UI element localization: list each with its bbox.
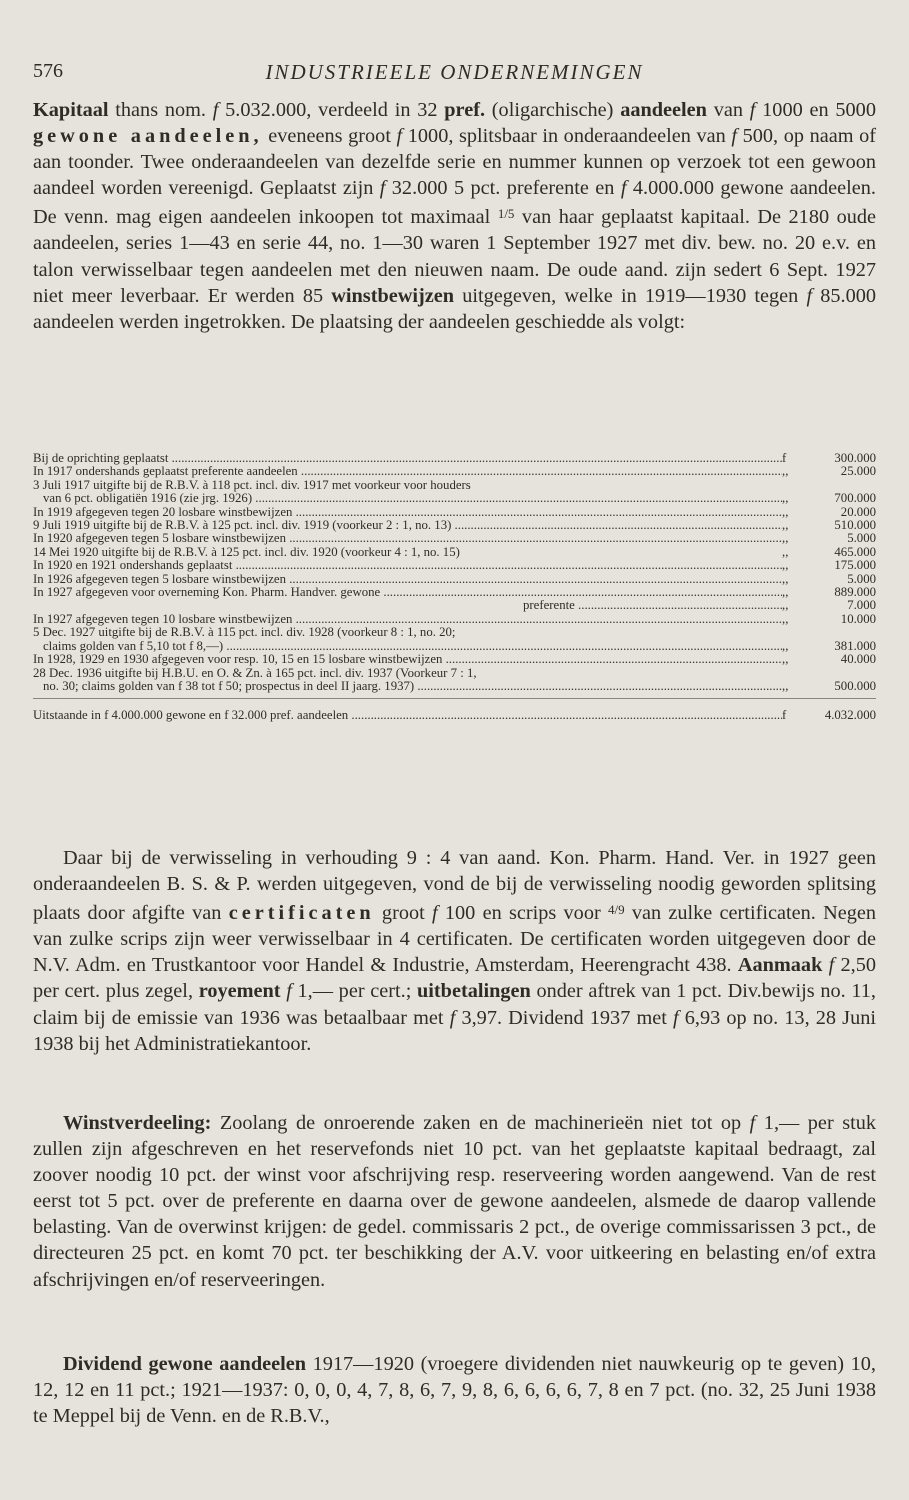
page-number: 576	[33, 60, 63, 82]
row-description: preferente .....	[33, 599, 782, 612]
table-row	[33, 586, 876, 599]
text-run: Winstverdeeling:	[63, 1112, 212, 1134]
row-amount: 500.000	[834, 678, 876, 693]
row-currency: ,,	[782, 531, 789, 546]
row-description: In 1926 afgegeven tegen 5 losbare winstbewijzen .....	[33, 573, 782, 586]
text-run: van haar geplaatst kapitaal. De 2180 oude aandeelen, series 1—43 en serie 44, no. 1—30 waren 1 September 1927 met div. bew. no. 20 e.v. en talon verwisselbaar tegen aandeelen met den nieuwen naam. De oude aand. zijn sedert 6 Sept. 1927 niet meer leverbaar. Er werden 85	[33, 206, 877, 307]
issue-table	[33, 452, 876, 723]
page-header	[33, 60, 876, 90]
text-run: 3,97. Dividend 1937 met	[455, 1006, 674, 1029]
text-run: f	[212, 99, 219, 121]
table-row	[33, 506, 876, 519]
text-run: uitbetalingen	[417, 980, 531, 1003]
text-run: van zulke certificaten. Negen van zulke scrips zijn weer verwisselbaar in 4 certificaten. De certificaten worden uitgegeven door de N.V. Adm. en Trustkantoor voor Handel & Industrie, Amsterdam, Heerengracht 438.	[33, 902, 877, 977]
text-run: (oligarchische)	[485, 99, 621, 121]
row-amount: 40.000	[840, 652, 876, 667]
text-run: eveneens groot	[262, 125, 397, 148]
table-row	[33, 519, 876, 532]
row-currency: ,,	[782, 491, 789, 506]
row-currency: ,,	[782, 678, 789, 693]
text-run: 2,50 per cert. plus zegel,	[33, 954, 876, 1003]
row-amount: 381.000	[834, 638, 876, 653]
table-row	[33, 640, 876, 653]
text-run: 4/9	[607, 902, 625, 918]
text-run: 1000, splitsbaar in onderaandeelen van	[402, 125, 732, 148]
text-run: royement	[198, 980, 281, 1003]
text-run: f	[396, 125, 403, 148]
row-amount: 5.000	[847, 531, 876, 546]
table-row	[33, 667, 876, 680]
text-run: Zoolang de onroerende zaken en de machinerieën niet tot op	[211, 1112, 750, 1134]
winstverdeeling-paragraph	[33, 1110, 876, 1293]
dividend-paragraph	[33, 1351, 876, 1429]
row-currency: ,,	[782, 638, 789, 653]
text-run: pref.	[444, 99, 486, 121]
text-run: 32.000 5 pct. preferente en	[385, 177, 621, 200]
text-run: f	[449, 1006, 456, 1029]
table-row	[33, 599, 876, 612]
table-row	[33, 573, 876, 586]
table-row	[33, 492, 876, 505]
row-description: In 1927 afgegeven tegen 10 losbare winstbewijzen .....	[33, 613, 782, 626]
text-run: groot	[374, 902, 432, 925]
table-row	[33, 613, 876, 626]
row-amount: 5.000	[847, 571, 876, 586]
text-run: f	[828, 954, 835, 977]
table-row	[33, 532, 876, 545]
issue-rows	[33, 452, 876, 693]
row-currency: ,,	[782, 585, 789, 600]
total-currency: f	[782, 708, 787, 723]
text-run: 4.000.000 gewone aandeelen. De venn. mag eigen aandeelen inkoopen tot maximaal	[33, 177, 876, 229]
text-run: 5.032.000, verdeeld in 32	[218, 99, 445, 121]
row-currency: ,,	[782, 598, 789, 613]
text-run: 1917—1920 (vroegere dividenden niet nauwkeurig op te geven) 10, 12, 12 en 11 pct.; 1921—1937: 0, 0, 0, 4, 7, 8, 6, 7, 9, 8, 6, 6, 6, 6, 7, 8 en 7 pct. (no. 32, 25 Juni 1938 te Meppel bij de Venn. en de R.B.V.,	[33, 1353, 876, 1428]
text-run: onder aftrek van 1 pct. Div.bewijs no. 11, claim bij de emissie van 1936 was betaalbaar met	[33, 980, 876, 1029]
text-run: 1000 en 5000	[755, 99, 876, 121]
text-run: Aanmaak	[737, 954, 823, 977]
text-run: f	[749, 99, 756, 121]
text-run: certificaten	[228, 902, 375, 925]
row-description: In 1919 afgegeven tegen 20 losbare winstbewijzen .....	[33, 506, 782, 519]
row-amount: 10.000	[840, 611, 876, 626]
text-run: aandeelen	[620, 99, 707, 121]
total-amount: 4.032.000	[824, 708, 876, 723]
table-row	[33, 626, 876, 639]
text-run: Daar bij de verwisseling in verhouding 9 : 4 van aand. Kon. Pharm. Hand. Ver. in 1927 geen onderaandeelen B. S. & P. werden uitgegeven, vond de bij de verwisseling noodig geworden splitsing plaats door afgifte van	[33, 847, 876, 925]
row-description: In 1927 afgegeven voor overneming Kon. Pharm. Handver. gewone .....	[33, 586, 782, 599]
row-description: claims golden van f 5,10 tot f 8,—) .....	[33, 640, 782, 653]
row-amount: 20.000	[840, 504, 876, 519]
row-currency: ,,	[782, 558, 789, 573]
row-description: In 1928, 1929 en 1930 afgegeven voor resp. 10, 15 en 15 losbare winstbewijzen .....	[33, 653, 782, 666]
text-run: f	[379, 177, 386, 200]
row-description: In 1920 en 1921 ondershands geplaatst .....	[33, 559, 782, 572]
text-run: Dividend gewone aandeelen	[63, 1353, 307, 1375]
text-run: 6,93 op no. 13, 28 Juni 1938 bij het Administratiekantoor.	[33, 1006, 876, 1055]
text-run: uitgegeven, welke in 1919—1930 tegen	[454, 284, 807, 307]
row-amount: 700.000	[834, 491, 876, 506]
text-run: winstbewijzen	[331, 284, 455, 307]
table-row	[33, 559, 876, 572]
row-description: In 1917 ondershands geplaatst preferente aandeelen .....	[33, 465, 782, 478]
table-row	[33, 452, 876, 465]
row-description: van 6 pct. obligatiën 1916 (zie jrg. 1926) .....	[33, 492, 782, 505]
table-rule	[33, 698, 876, 699]
text-run: f	[620, 177, 627, 200]
row-amount: 25.000	[840, 464, 876, 479]
row-description: 28 Dec. 1936 uitgifte bij H.B.U. en O. & Zn. à 165 pct. incl. div. 1937 (Voorkeur 7 : 1,	[33, 666, 477, 680]
row-description: no. 30; claims golden van f 38 tot f 50; prospectus in deel II jaarg. 1937) .....	[33, 680, 782, 693]
text-run: van	[706, 99, 750, 121]
table-row	[33, 653, 876, 666]
table-row	[33, 680, 876, 693]
running-head: INDUSTRIEELE ONDERNEMINGEN	[265, 60, 644, 84]
text-run: 1,— per stuk zullen zijn afgeschreven en het reservefonds niet 10 pct. van het geplaatste kapitaal bedraagt, zal zoover noodig 10 pct. der winst voor afschrijving resp. reserveering worden aangewend. Van de rest eerst tot 5 pct. over de preferente en daarna over de gewone aandeelen, alsmede de daarop vallende belasting. Van de overwinst krijgen: de gedel. commissaris 2 pct., de overige commissarissen 3 pct., de directeuren 25 pct. en komt 70 pct. ter beschikking der A.V. voor uitkeering en belasting en/of extra afschrijvingen en/of reserveeringen.	[33, 1112, 876, 1291]
text-run: thans nom.	[108, 99, 213, 121]
text-run: f	[432, 902, 438, 925]
text-run: 1,— per cert.;	[291, 980, 418, 1003]
row-currency: ,,	[782, 571, 789, 586]
table-row	[33, 465, 876, 478]
text-run: 100 en scrips voor	[437, 902, 608, 925]
text-run: f	[749, 1112, 756, 1134]
text-run: 500, op naam of aan toonder. Twee onderaandeelen van dezelfde serie en nummer kunnen op verzoek tot een gewoon aandeel worden vereenigd. Geplaatst zijn	[33, 125, 876, 200]
text-run: Kapitaal	[33, 99, 109, 121]
row-description: 5 Dec. 1927 uitgifte bij de R.B.V. à 115 pct. incl. div. 1928 (voorkeur 8 : 1, no. 20;	[33, 626, 456, 640]
text-run: f	[806, 284, 813, 307]
text-run: f	[731, 125, 738, 148]
text-run: 1/5	[497, 206, 515, 222]
row-amount: 889.000	[834, 585, 876, 600]
kapitaal-paragraph	[33, 97, 876, 335]
row-currency: ,,	[782, 464, 789, 479]
row-amount: 175.000	[834, 558, 876, 573]
text-run: f	[673, 1006, 679, 1029]
row-currency: ,,	[782, 504, 789, 519]
row-amount: 300.000	[834, 451, 876, 465]
row-currency: ,,	[782, 544, 789, 559]
row-amount: 7.000	[847, 598, 876, 613]
row-description: 9 Juli 1919 uitgifte bij de R.B.V. à 125 pct. incl. div. 1919 (voorkeur 2 : 1, no. 13) .....	[33, 519, 782, 532]
row-description: 3 Juli 1917 uitgifte bij de R.B.V. à 118 pct. incl. div. 1917 met voorkeur voor houders	[33, 478, 471, 492]
row-amount: 465.000	[834, 544, 876, 559]
row-currency: f	[782, 451, 787, 465]
text-run: 85.000 aandeelen werden ingetrokken. De plaatsing der aandeelen geschiedde als volgt:	[33, 284, 877, 333]
total-description: Uitstaande in f 4.000.000 gewone en f 32.000 pref. aandeelen .....	[33, 709, 782, 722]
row-currency: ,,	[782, 518, 789, 533]
row-currency: ,,	[782, 611, 789, 626]
text-run: gewone aandeelen,	[33, 125, 263, 148]
text-run: f	[286, 980, 292, 1003]
verwisseling-paragraph	[33, 845, 876, 1057]
table-row	[33, 546, 876, 559]
row-description: In 1920 afgegeven tegen 5 losbare winstbewijzen .....	[33, 532, 782, 545]
row-currency: ,,	[782, 652, 789, 667]
table-row	[33, 479, 876, 492]
row-amount: 510.000	[834, 518, 876, 533]
row-description: Bij de oprichting geplaatst .....	[33, 452, 782, 465]
total-row	[33, 709, 876, 722]
row-description: 14 Mei 1920 uitgifte bij de R.B.V. à 125 pct. incl. div. 1920 (voorkeur 4 : 1, no. 15)	[33, 545, 460, 559]
